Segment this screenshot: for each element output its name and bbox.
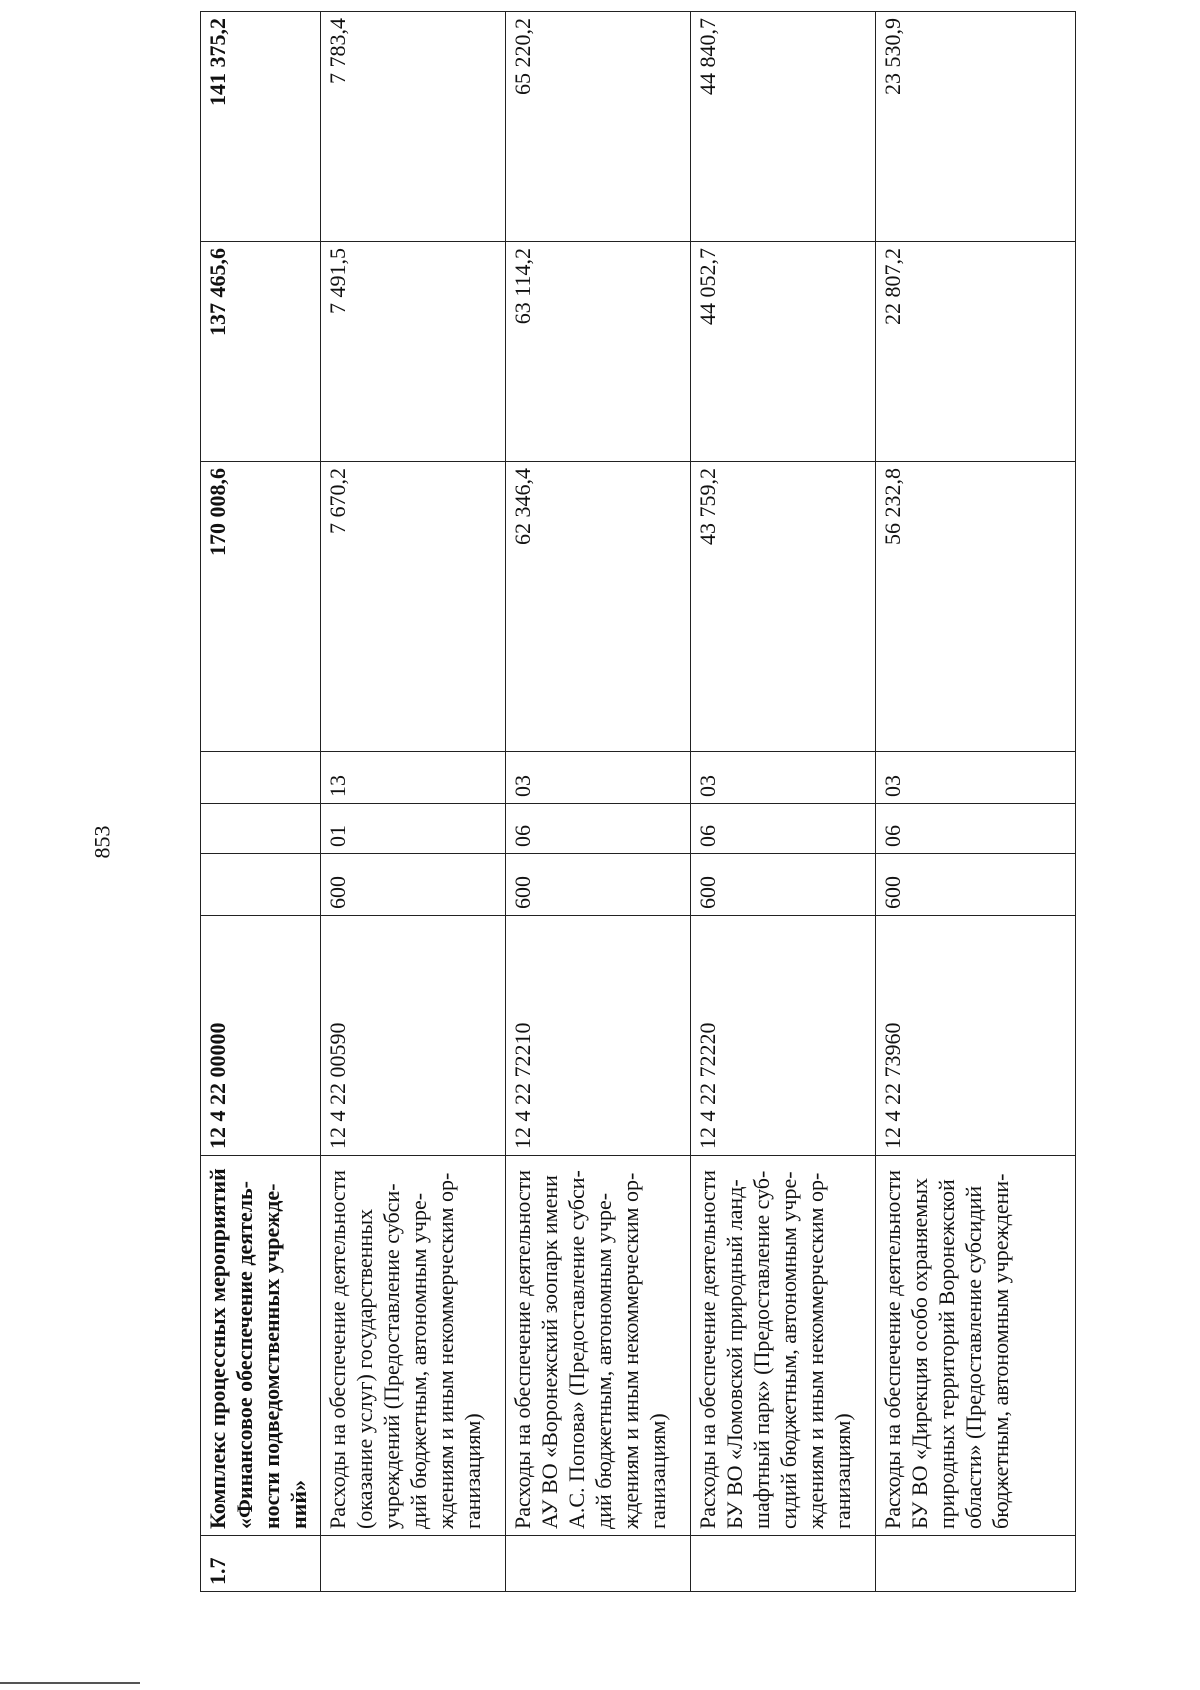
row-value-2: 44 052,7 xyxy=(691,242,876,462)
row-value-2: 22 807,2 xyxy=(876,242,1076,462)
rotated-table-container xyxy=(200,12,1120,1592)
row-value-3: 7 783,4 xyxy=(321,12,506,242)
row-value-1: 62 346,4 xyxy=(506,462,691,752)
row-pr: 03 xyxy=(506,752,691,804)
row-number xyxy=(506,1536,691,1592)
row-name: Расходы на обеспечение деятельности БУ ВО «Ломовской природный ланд-шафтный парк» (Предоставление суб-сидий бюджетным, автономным учре-ждениям и иным некоммерческим ор-ганизациям) xyxy=(691,1156,876,1536)
row-value-3: 141 375,2 xyxy=(201,12,321,242)
row-vr: 600 xyxy=(506,854,691,916)
row-number xyxy=(321,1536,506,1592)
row-code: 12 4 22 00000 xyxy=(201,916,321,1156)
row-vr: 600 xyxy=(321,854,506,916)
row-rz: 01 xyxy=(321,804,506,854)
row-code: 12 4 22 72220 xyxy=(691,916,876,1156)
row-value-1: 56 232,8 xyxy=(876,462,1076,752)
row-vr: 600 xyxy=(876,854,1076,916)
row-code: 12 4 22 72210 xyxy=(506,916,691,1156)
row-pr: 03 xyxy=(691,752,876,804)
table-row xyxy=(201,12,321,1592)
row-pr: 13 xyxy=(321,752,506,804)
row-number: 1.7 xyxy=(201,1536,321,1592)
table-row xyxy=(876,12,1076,1592)
row-pr: 03 xyxy=(876,752,1076,804)
row-value-3: 44 840,7 xyxy=(691,12,876,242)
row-pr xyxy=(201,752,321,804)
row-value-2: 63 114,2 xyxy=(506,242,691,462)
row-name: Расходы на обеспечение деятельности АУ ВО «Воронежский зоопарк имени А.С. Попова» (Предоставление субси-дий бюджетным, автономным учре-ждениям и иным некоммерческим ор-ганизациям) xyxy=(506,1156,691,1536)
row-name: Расходы на обеспечение деятельности БУ ВО «Дирекция особо охраняемых природных территорий Воронежской области» (Предоставление субсидий бюджетным, автономным учреждени- xyxy=(876,1156,1076,1536)
row-value-2: 137 465,6 xyxy=(201,242,321,462)
row-value-1: 43 759,2 xyxy=(691,462,876,752)
row-rz: 06 xyxy=(506,804,691,854)
table-row xyxy=(506,12,691,1592)
row-vr: 600 xyxy=(691,854,876,916)
row-value-1: 170 008,6 xyxy=(201,462,321,752)
row-number xyxy=(691,1536,876,1592)
row-value-2: 7 491,5 xyxy=(321,242,506,462)
page-number: 853 xyxy=(89,825,115,859)
scan-edge-line xyxy=(0,1682,140,1684)
row-value-3: 65 220,2 xyxy=(506,12,691,242)
row-code: 12 4 22 00590 xyxy=(321,916,506,1156)
budget-table xyxy=(200,11,1076,1592)
row-name: Расходы на обеспечение деятельности (оказание услуг) государственных учреждений (Предоставление субси-дий бюджетным, автономным учре-ждениям и иным некоммерческим ор-ганизациям) xyxy=(321,1156,506,1536)
table-row xyxy=(321,12,506,1592)
row-value-1: 7 670,2 xyxy=(321,462,506,752)
row-name: Комплекс процессных мероприятий «Финансовое обеспечение деятель-ности подведомственных учрежде-ний» xyxy=(201,1156,321,1536)
row-rz: 06 xyxy=(691,804,876,854)
table-row xyxy=(691,12,876,1592)
row-code: 12 4 22 73960 xyxy=(876,916,1076,1156)
row-rz xyxy=(201,804,321,854)
row-rz: 06 xyxy=(876,804,1076,854)
row-number xyxy=(876,1536,1076,1592)
row-value-3: 23 530,9 xyxy=(876,12,1076,242)
row-vr xyxy=(201,854,321,916)
